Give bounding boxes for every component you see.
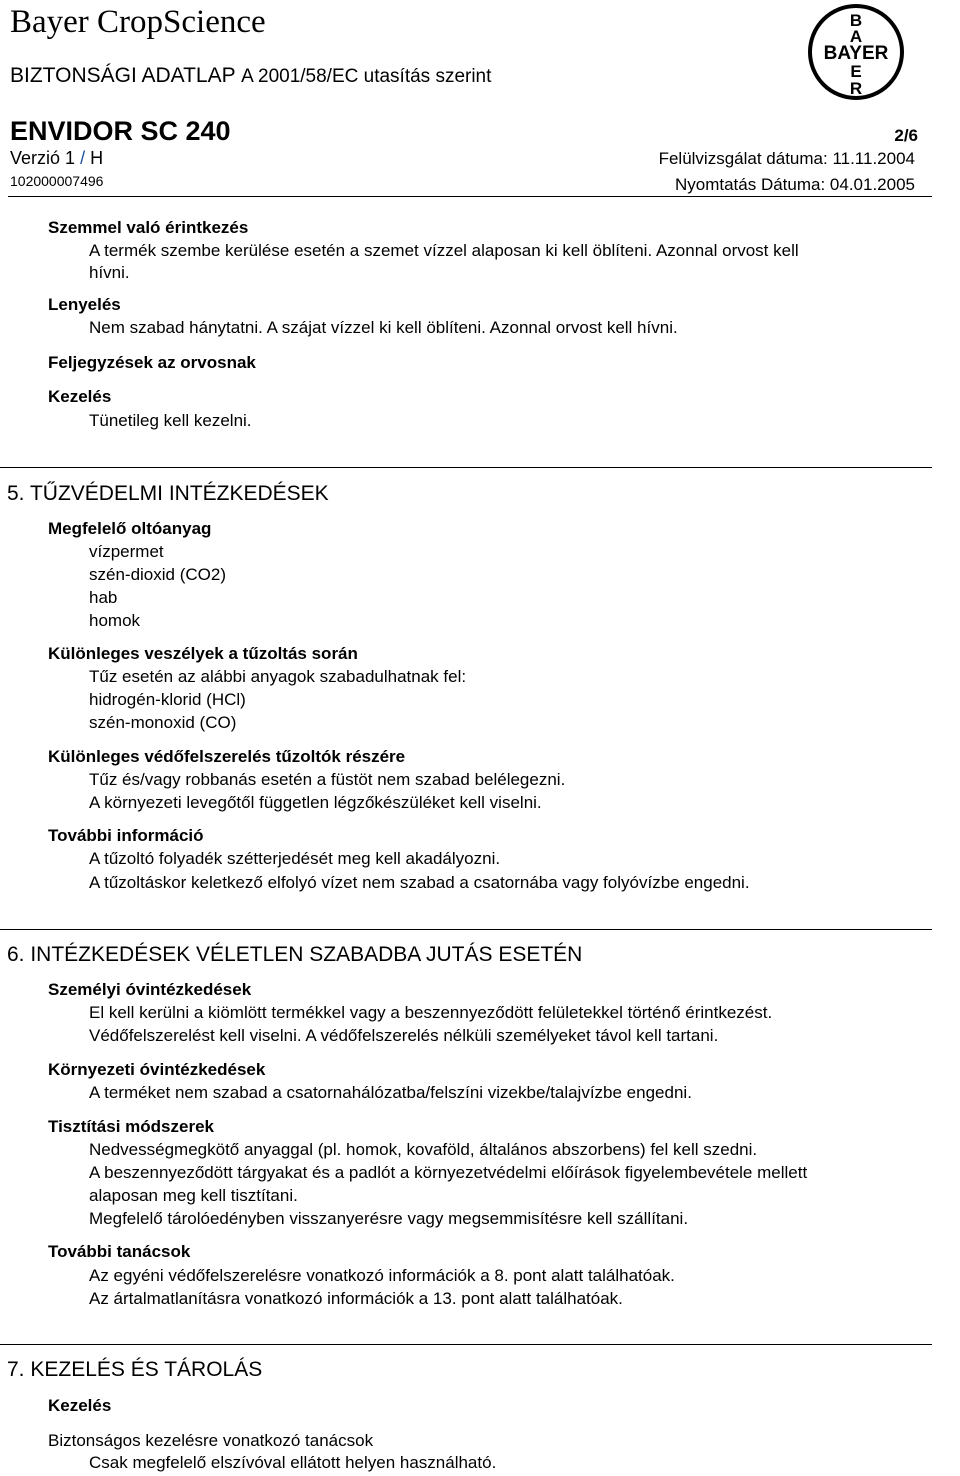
version-number: 1	[65, 148, 76, 168]
treatment-title: Kezelés	[48, 387, 112, 406]
version-letter: H	[90, 148, 104, 168]
eye-contact-text-2: hívni.	[89, 263, 130, 282]
treatment-text: Tünetileg kell kezelni.	[89, 411, 252, 430]
environment-item: A terméket nem szabad a csatornahálózatba/felszíni vizekbe/talajvízbe engedni.	[89, 1083, 692, 1102]
personal-precautions-title: Személyi óvintézkedések	[48, 980, 252, 999]
section-6-divider	[0, 929, 932, 930]
page-number: 2/6	[894, 126, 918, 145]
logo-letter-a: A	[849, 27, 863, 46]
logo-wordmark: BAYER	[823, 43, 889, 64]
header-divider	[8, 196, 932, 197]
document-type: BIZTONSÁGI ADATLAP	[10, 64, 236, 87]
logo-letter-b: B	[849, 11, 863, 30]
section-5-divider	[0, 467, 932, 468]
document-number: 102000007496	[10, 173, 104, 189]
version-separator: /	[80, 148, 86, 168]
version-label: Verzió	[10, 148, 61, 168]
further-info-title: További információ	[48, 826, 204, 845]
media-item: vízpermet	[89, 542, 164, 561]
bayer-cross-logo	[806, 2, 906, 102]
hazard-item: szén-monoxid (CO)	[89, 713, 237, 732]
handling-title: Kezelés	[48, 1396, 112, 1415]
version-line	[10, 147, 103, 169]
media-item: szén-dioxid (CO2)	[89, 565, 226, 584]
equipment-item: Tűz és/vagy robbanás esetén a füstöt nem szabad belélegezni.	[89, 770, 566, 789]
cleanup-item: Nedvességmegkötő anyaggal (pl. homok, kovaföld, általános abszorbens) fel kell szedni.	[89, 1140, 758, 1159]
advice-item: Az ártalmatlanításra vonatkozó információk a 13. pont alatt találhatóak.	[89, 1289, 623, 1308]
info-item: A tűzoltó folyadék szétterjedését meg kell akadályozni.	[89, 849, 501, 868]
doctor-notes-title: Feljegyzések az orvosnak	[48, 353, 256, 372]
cleanup-methods-title: Tisztítási módszerek	[48, 1117, 214, 1136]
personal-item: El kell kerülni a kiömlött termékkel vagy a beszennyeződött felületekkel történő érintkezést.	[89, 1003, 773, 1022]
cleanup-item: alaposan meg kell tisztítani.	[89, 1186, 298, 1205]
extinguishing-media-title: Megfelelő oltóanyag	[48, 519, 212, 538]
company-name: Bayer CropScience	[10, 4, 266, 40]
cleanup-item: A beszennyeződött tárgyakat és a padlót a környezetvédelmi előírások figyelembevétele mellett	[89, 1163, 808, 1182]
print-date: Nyomtatás Dátuma: 04.01.2005	[674, 175, 915, 194]
eye-contact-text-1: A termék szembe kerülése esetén a szemet vízzel alaposan ki kell öblíteni. Azonnal orvost kell	[89, 241, 799, 260]
section-5-heading: 5. TŰZVÉDELMI INTÉZKEDÉSEK	[7, 482, 329, 505]
swallowing-text: Nem szabad hánytatni. A szájat vízzel ki kell öblíteni. Azonnal orvost kell hívni.	[89, 318, 678, 337]
product-name: ENVIDOR SC 240	[10, 116, 231, 146]
media-item: homok	[89, 611, 141, 630]
swallowing-title: Lenyelés	[48, 295, 121, 314]
protective-equipment-title: Különleges védőfelszerelés tűzoltók részére	[48, 747, 406, 766]
section-7-divider	[0, 1344, 932, 1345]
further-advice-title: További tanácsok	[48, 1242, 191, 1261]
fire-hazards-title: Különleges veszélyek a tűzoltás során	[48, 644, 358, 663]
safe-handling-item: Csak megfelelő elszívóval ellátott helyen használható.	[89, 1453, 497, 1472]
cleanup-item: Megfelelő tárolóedényben visszanyerésre vagy megsemmisítésre kell szállítani.	[89, 1209, 689, 1228]
eye-contact-title: Szemmel való érintkezés	[48, 218, 249, 237]
section-7-heading: 7. KEZELÉS ÉS TÁROLÁS	[7, 1358, 263, 1381]
logo-letter-r: R	[849, 79, 863, 98]
environmental-precautions-title: Környezeti óvintézkedések	[48, 1060, 266, 1079]
safe-handling-title: Biztonságos kezelésre vonatkozó tanácsok	[48, 1431, 374, 1450]
info-item: A tűzoltáskor keletkező elfolyó vízet nem szabad a csatornába vagy folyóvízbe engedni.	[89, 873, 750, 892]
hazard-item: hidrogén-klorid (HCl)	[89, 690, 246, 709]
media-item: hab	[89, 588, 118, 607]
regulation-reference: A 2001/58/EC utasítás szerint	[241, 66, 492, 87]
logo-letter-e: E	[850, 62, 862, 81]
personal-item: Védőfelszerelést kell viselni. A védőfelszerelés nélküli személyeket távol kell tartani.	[89, 1026, 719, 1045]
section-6-heading: 6. INTÉZKEDÉSEK VÉLETLEN SZABADBA JUTÁS ESETÉN	[7, 943, 583, 966]
equipment-item: A környezeti levegőtől független légzőkészüléket kell viselni.	[89, 793, 542, 812]
advice-item: Az egyéni védőfelszerelésre vonatkozó információk a 8. pont alatt találhatóak.	[89, 1266, 675, 1285]
hazard-item: Tűz esetén az alábbi anyagok szabadulhatnak fel:	[89, 667, 467, 686]
document-title	[10, 63, 491, 90]
revision-date: Felülvizsgálat dátuma: 11.11.2004	[658, 149, 915, 168]
